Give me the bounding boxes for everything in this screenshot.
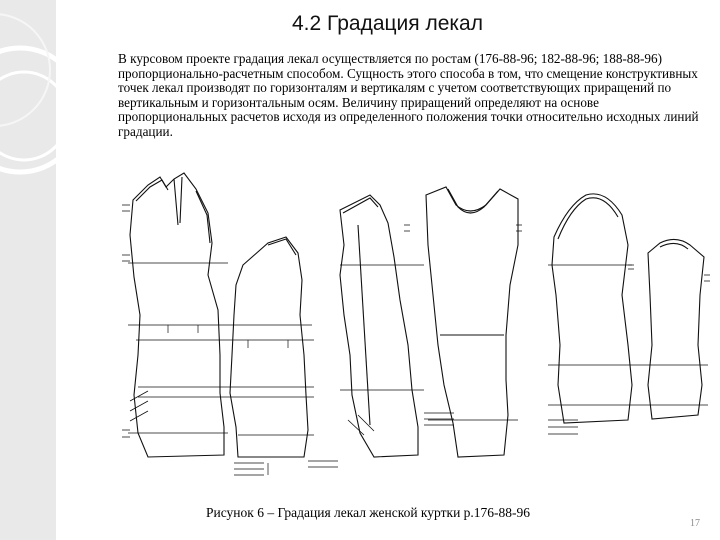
slide-title: 4.2 Градация лекал: [292, 12, 483, 35]
pattern-drawing: [108, 165, 712, 495]
front-pattern-2: [426, 187, 518, 457]
pattern-grading-figure: [108, 165, 712, 495]
back-pattern: [130, 173, 224, 457]
upper-sleeve-pattern: [552, 194, 632, 423]
front-pattern: [340, 195, 418, 457]
body-paragraph: В курсовом проекте градация лекал осуществляется по ростам (176-88-96; 182-88-96; 188-88-96) пропорционально-расчетным способом. Сущность этого способа в том, что смещение конструктивных точек лекал производят по горизонталям и вертикалям с учетом соответствующих приращений по вертикальным и горизонтальным осям. Величину приращений определяют на основе пропорциональных расчетов исходя из определенного положения точки относительно исходных линий градации.: [118, 51, 699, 139]
side-pattern: [230, 237, 308, 457]
decorative-rings: [0, 0, 56, 540]
page-number: 17: [690, 518, 700, 529]
hem-hatching: [130, 391, 374, 435]
decorative-side-band: [0, 0, 56, 540]
grading-lines: [128, 263, 708, 435]
figure-caption: Рисунок 6 – Градация лекал женской куртки р.176-88-96: [206, 505, 531, 520]
under-sleeve-pattern: [648, 239, 704, 419]
